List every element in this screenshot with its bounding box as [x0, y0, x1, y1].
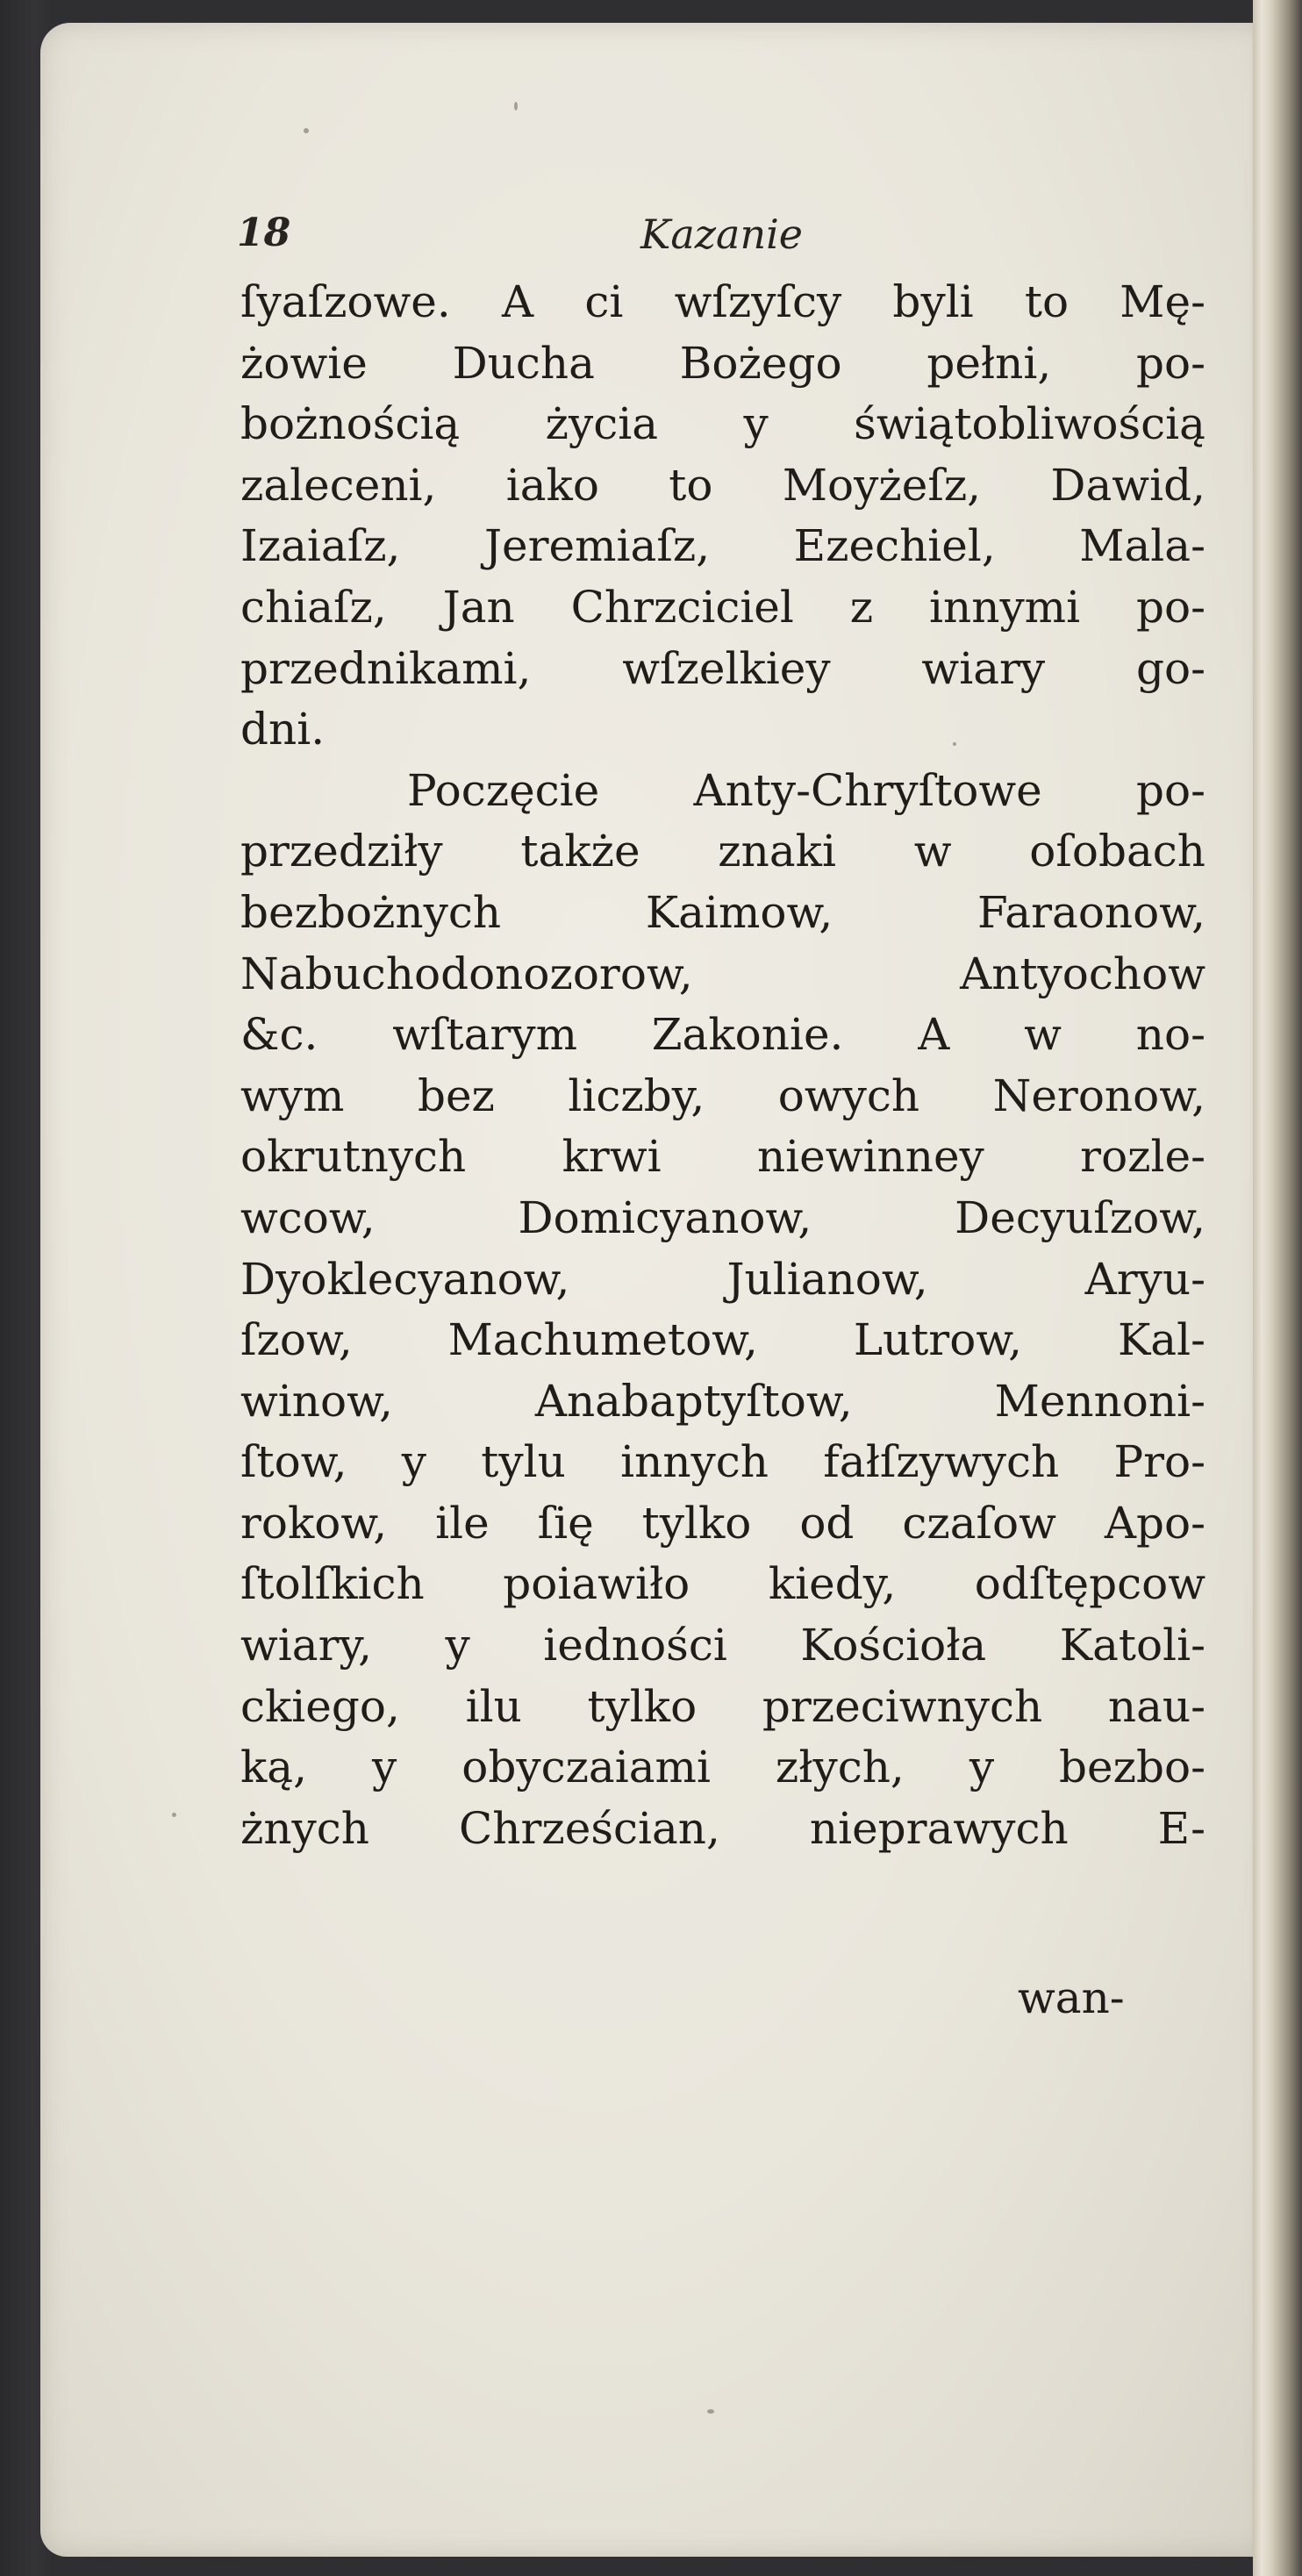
text-line: ckiego, ilu tylko przeciwnych nau- [240, 1680, 1205, 1732]
text-line: przedziły także znaki w oſobach [240, 826, 1205, 877]
paper-speck [707, 2409, 714, 2414]
body-text [240, 272, 1205, 1859]
text-line: ſzow, Machumetow, Lutrow, Kal- [240, 1314, 1205, 1366]
catchword: wan- [1018, 1972, 1125, 2023]
text-line: żowie Ducha Bożego pełni, po- [240, 337, 1205, 389]
running-title: Kazanie [640, 211, 804, 258]
text-line: Dyoklecyanow, Julianow, Aryu- [240, 1253, 1205, 1305]
text-line: ſtow, y tylu innych fałſzywych Pro- [240, 1436, 1205, 1488]
text-line: ſyaſzowe. A ci wſzyſcy byli to Mę- [240, 276, 1205, 327]
text-line: Nabuchodonozorow, Antyochow [240, 948, 1205, 999]
text-line: rokow, ile ſię tylko od czaſow Apo- [240, 1497, 1205, 1549]
text-line: ſtolſkich poiawiło kiedy, odſtępcow [240, 1558, 1205, 1610]
text-line: bożnością życia y świątobliwością [240, 398, 1205, 450]
page-header [237, 211, 956, 272]
page-number: 18 [237, 211, 291, 255]
text-line: &c. wſtarym Zakonie. A w no- [240, 1009, 1205, 1061]
text-line: Izaiaſz, Jeremiaſz, Ezechiel, Mala- [240, 520, 1205, 572]
text-line: chiaſz, Jan Chrzciciel z innymi po- [240, 581, 1205, 633]
text-line: winow, Anabaptyſtow, Mennoni- [240, 1375, 1205, 1427]
text-line: okrutnych krwi niewinney rozle- [240, 1131, 1205, 1183]
text-line: ką, y obyczaiami złych, y bezbo- [240, 1742, 1205, 1793]
paper-speck [172, 1813, 176, 1817]
text-line: wym bez liczby, owych Neronow, [240, 1070, 1205, 1121]
adjacent-page-edge [1253, 0, 1302, 2576]
text-line: wiary, y iedności Kościoła Katoli- [240, 1620, 1205, 1671]
text-line: żnych Chrześcian, nieprawych E- [240, 1802, 1205, 1854]
paragraph-first-line: Poczęcie Anty-Chryſtowe po- [407, 764, 1205, 816]
text-line: przednikami, wſzelkiey wiary go- [240, 642, 1205, 694]
text-line: bezbożnych Kaimow, Faraonow, [240, 886, 1205, 938]
text-line: zaleceni, iako to Moyżeſz, Dawid, [240, 459, 1205, 511]
paper-speck [514, 102, 518, 111]
paper-speck [304, 128, 309, 133]
text-line: wcow, Domicyanow, Decyuſzow, [240, 1191, 1205, 1243]
text-line: dni. [240, 704, 326, 755]
